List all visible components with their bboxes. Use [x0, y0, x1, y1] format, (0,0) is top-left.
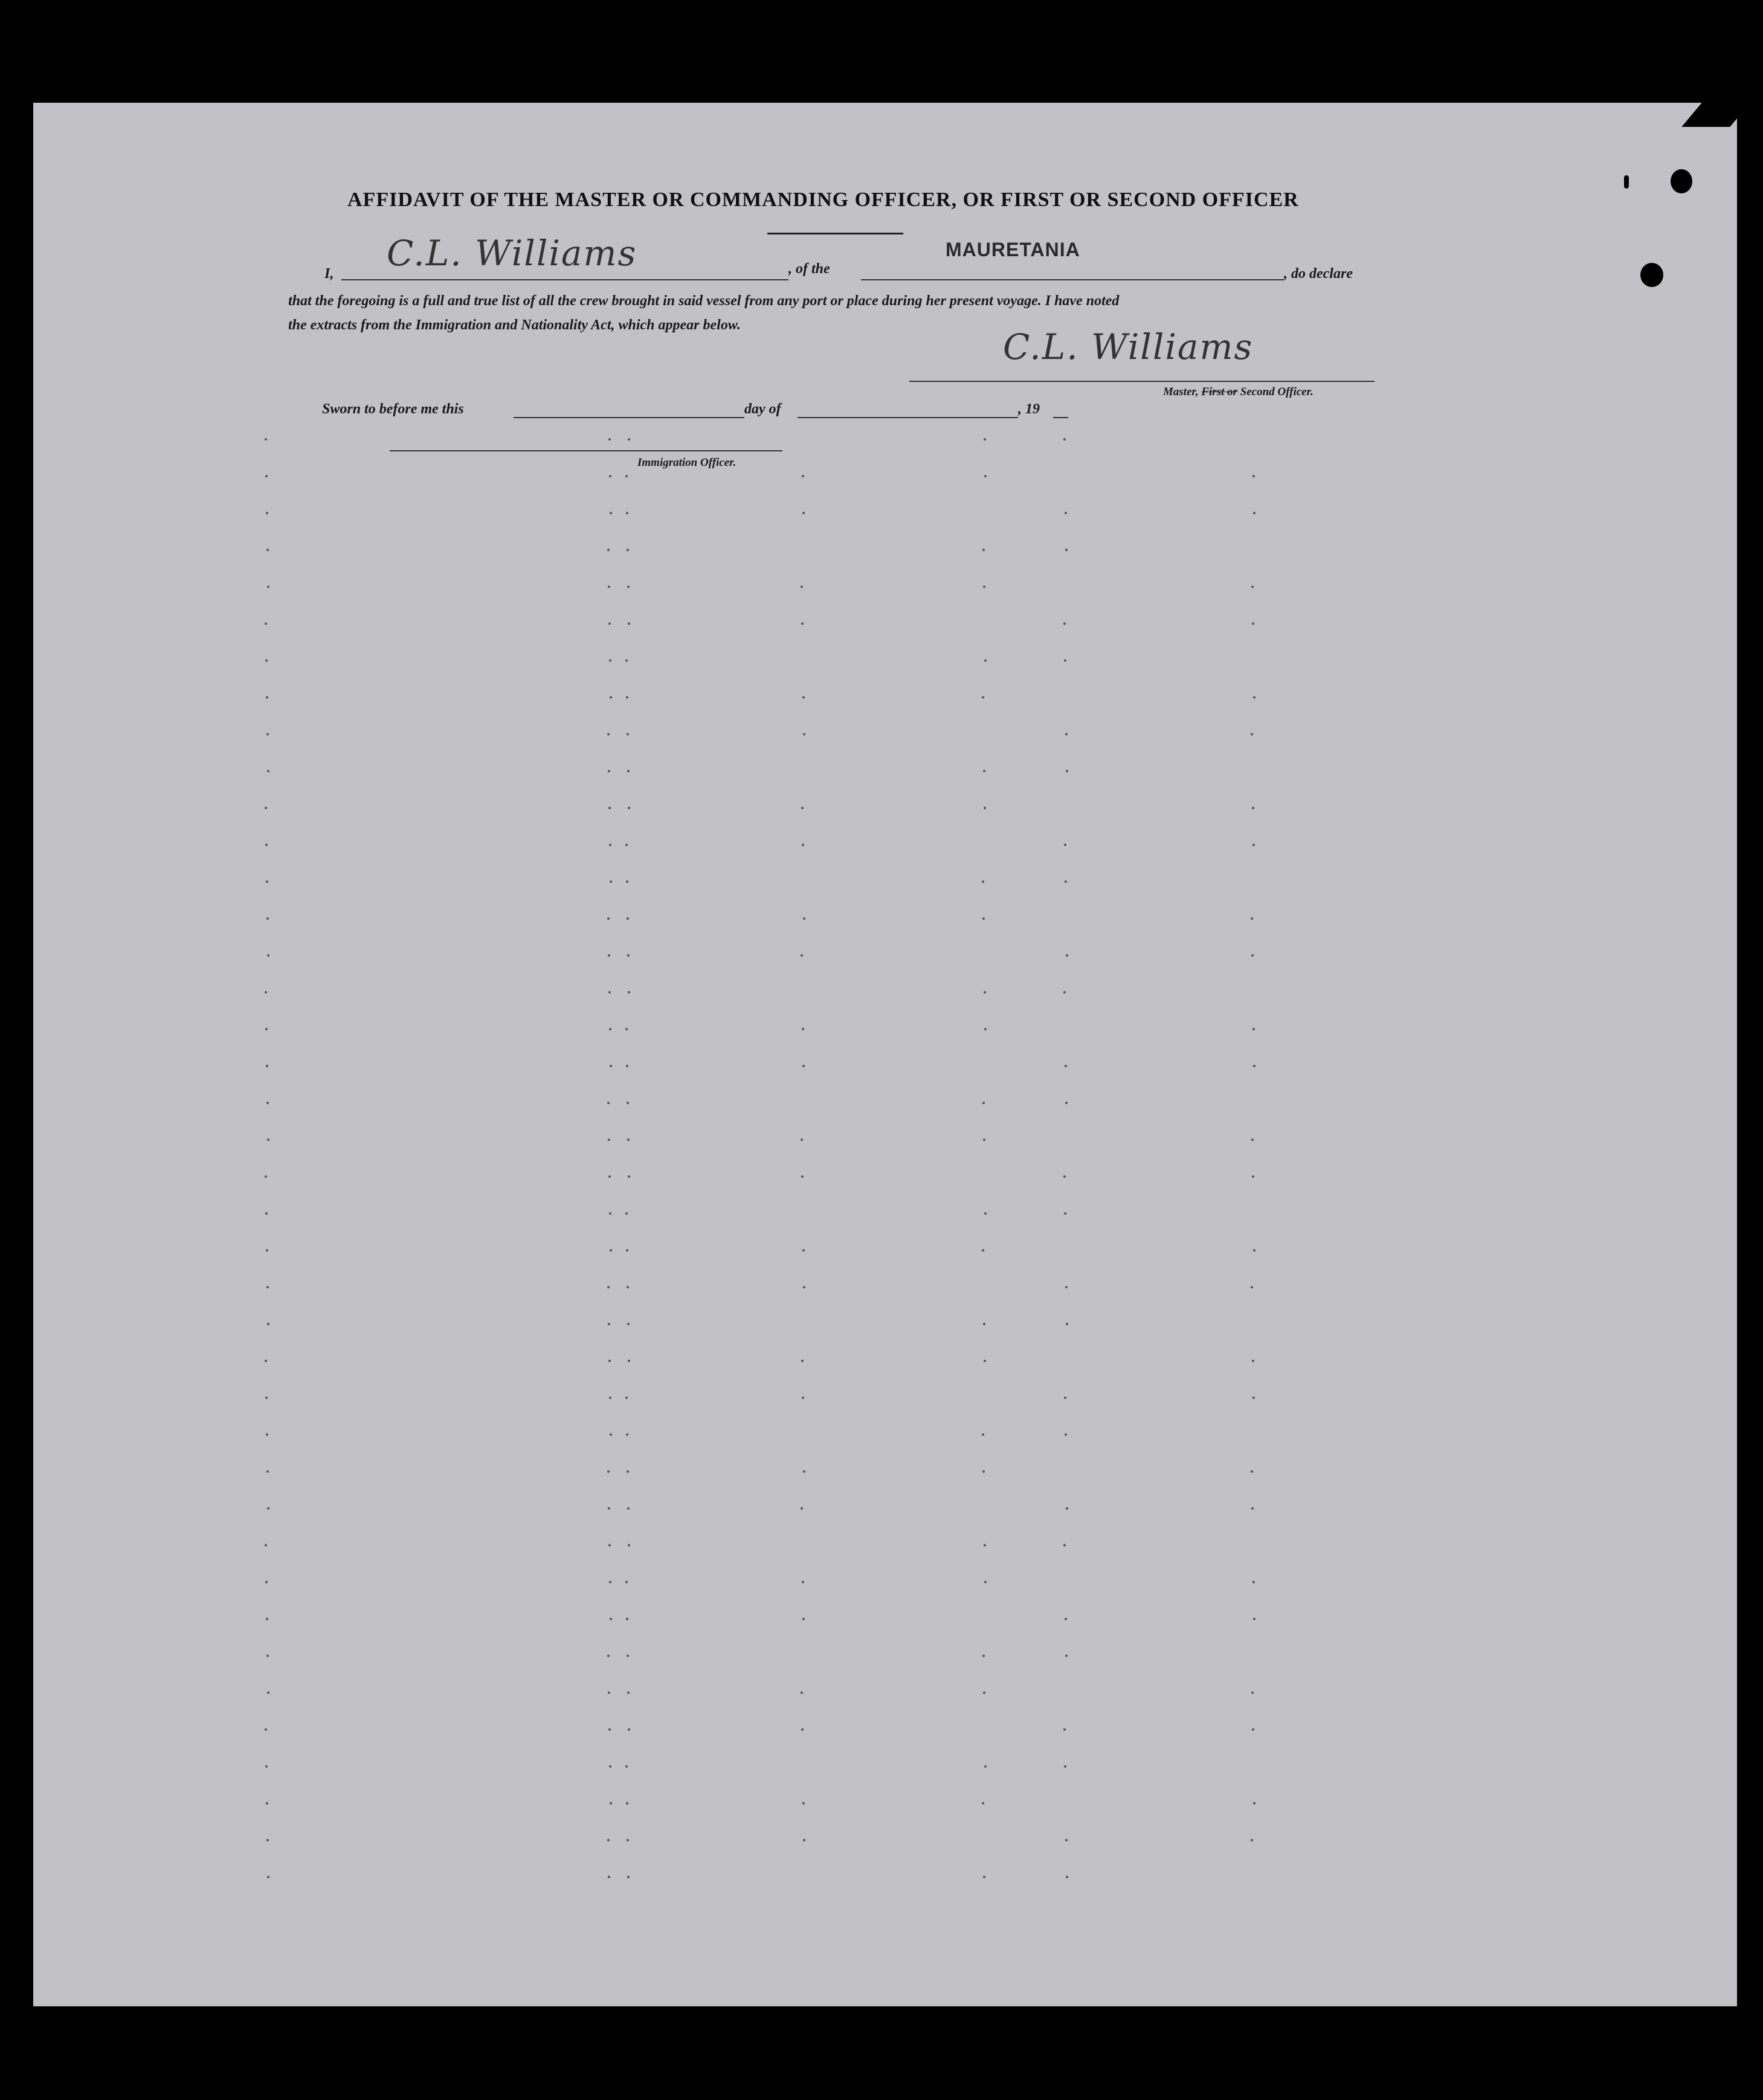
column-dot	[625, 1212, 628, 1215]
column-dot	[1066, 770, 1068, 772]
column-dot	[802, 1397, 804, 1399]
column-dot	[608, 1175, 611, 1178]
column-dot	[1253, 512, 1255, 514]
immigration-officer-blank	[390, 450, 782, 451]
column-dot	[1065, 1102, 1068, 1104]
column-dot	[267, 1507, 269, 1510]
column-dot	[610, 1065, 612, 1067]
column-dot	[610, 512, 612, 514]
column-dot	[984, 438, 986, 441]
column-dot	[1063, 991, 1066, 993]
column-dot	[610, 1249, 612, 1252]
column-dot	[984, 1544, 986, 1546]
column-dot	[609, 1765, 611, 1768]
column-dot	[1253, 1249, 1255, 1252]
column-dot	[1251, 1507, 1254, 1510]
column-dot	[1063, 1175, 1066, 1178]
column-dot	[627, 1286, 629, 1288]
column-dot	[265, 991, 267, 993]
column-dot	[266, 1433, 268, 1436]
column-dot	[982, 1655, 985, 1657]
column-dot	[982, 880, 984, 883]
immigration-officer-caption: Immigration Officer.	[637, 456, 736, 469]
column-dot	[1252, 622, 1254, 625]
column-dot	[982, 1249, 984, 1252]
column-dot	[608, 438, 611, 441]
column-dot	[608, 1544, 611, 1546]
master-name-blank	[341, 279, 788, 280]
column-dot	[628, 622, 630, 625]
column-dot	[608, 1876, 610, 1878]
column-dot	[607, 733, 610, 735]
column-dot	[608, 1139, 610, 1141]
column-dot	[1065, 1618, 1067, 1620]
column-dot	[1251, 1286, 1253, 1288]
column-dot	[628, 1360, 630, 1362]
column-dot	[625, 475, 628, 477]
column-dot	[627, 1323, 630, 1325]
column-dot	[627, 549, 629, 551]
column-dot	[1252, 1728, 1254, 1731]
column-dot	[609, 475, 611, 477]
column-dot	[1251, 1470, 1253, 1473]
column-dot	[1064, 844, 1066, 846]
column-dot	[802, 1028, 804, 1030]
column-dot	[265, 1212, 268, 1215]
column-dot	[626, 512, 628, 514]
column-dot	[607, 1839, 610, 1841]
column-dot	[627, 1470, 629, 1473]
column-dot	[609, 1028, 611, 1030]
line1-of-the: , of the	[788, 261, 830, 277]
column-dot	[625, 1581, 628, 1583]
column-dot	[802, 696, 805, 699]
column-dot	[803, 917, 805, 920]
column-dot	[1252, 1360, 1254, 1362]
sworn-day-of: day of	[744, 401, 781, 417]
column-dot	[1251, 586, 1254, 588]
column-dot	[625, 659, 628, 662]
column-dot	[627, 1102, 629, 1104]
column-dot	[628, 991, 630, 993]
column-dot	[628, 1728, 630, 1731]
affidavit-title: AFFIDAVIT OF THE MASTER OR COMMANDING OFFICER, OR FIRST OR SECOND OFFICER	[347, 189, 1299, 211]
column-dot	[1252, 1175, 1254, 1178]
column-dot	[608, 622, 611, 625]
column-dot	[982, 1470, 985, 1473]
column-dot	[266, 1065, 268, 1067]
column-dot	[608, 1728, 611, 1731]
column-dot	[984, 991, 986, 993]
column-dot	[608, 1507, 610, 1510]
column-dot	[1064, 659, 1066, 662]
column-dot	[267, 954, 269, 957]
column-dot	[801, 1507, 803, 1510]
column-dot	[1251, 954, 1254, 957]
column-dot	[266, 1470, 269, 1473]
column-dot	[801, 1691, 803, 1694]
column-dot	[801, 1360, 804, 1362]
signature-handwritten: C.L. Williams	[1003, 326, 1254, 367]
column-dot	[628, 807, 630, 809]
column-dot	[984, 1028, 987, 1030]
line1-i: I,	[324, 266, 334, 282]
column-dot	[610, 696, 612, 699]
column-dot	[625, 844, 628, 846]
column-dot	[610, 1433, 612, 1436]
column-dot	[608, 1691, 610, 1694]
column-dot	[627, 1691, 630, 1694]
column-dot	[267, 1323, 269, 1325]
column-dot	[627, 770, 630, 772]
column-dot	[626, 1433, 628, 1436]
column-dot	[982, 917, 985, 920]
sworn-date-blank	[514, 417, 744, 418]
column-dot	[627, 1139, 630, 1141]
column-dot	[627, 1655, 629, 1657]
column-dot	[983, 1323, 985, 1325]
title-underline	[767, 233, 903, 234]
affidavit-body-line2: the extracts from the Immigration and Nationality Act, which appear below.	[288, 317, 741, 333]
column-dot	[1064, 1397, 1066, 1399]
column-dot	[608, 991, 611, 993]
column-dot	[982, 696, 984, 699]
column-dot	[267, 770, 269, 772]
column-dot	[983, 770, 985, 772]
column-dot	[1063, 622, 1066, 625]
column-dot	[802, 1581, 804, 1583]
column-dot	[1252, 807, 1254, 809]
column-dot	[802, 512, 805, 514]
column-dot	[265, 1175, 267, 1178]
column-dot	[984, 1581, 987, 1583]
column-dot	[801, 807, 804, 809]
column-dot	[1066, 1876, 1068, 1878]
column-dot	[1063, 1544, 1066, 1546]
column-dot	[984, 1765, 987, 1768]
column-dot	[984, 807, 986, 809]
column-dot	[1251, 917, 1253, 920]
column-dot	[982, 1802, 984, 1804]
column-dot	[803, 733, 805, 735]
column-dot	[626, 1802, 628, 1804]
column-dot	[982, 1102, 985, 1104]
sworn-year-blank	[1053, 417, 1068, 418]
column-dot	[984, 659, 987, 662]
column-dot	[607, 1102, 610, 1104]
document-page	[33, 103, 1737, 2006]
column-dot	[266, 1102, 269, 1104]
column-dot	[265, 844, 268, 846]
column-dot	[803, 1470, 805, 1473]
column-dot	[1252, 475, 1255, 477]
column-dot	[608, 586, 610, 588]
column-dot	[609, 1581, 611, 1583]
column-dot	[1253, 1065, 1255, 1067]
column-dot	[625, 1765, 628, 1768]
column-dot	[610, 1802, 612, 1804]
column-dot	[607, 1655, 610, 1657]
column-dot	[628, 438, 630, 441]
vessel-stamp: MAURETANIA	[946, 239, 1080, 260]
column-dot	[627, 1507, 630, 1510]
column-dot	[1253, 1802, 1255, 1804]
line1-do-declare: , do declare	[1284, 266, 1353, 282]
sworn-prefix: Sworn to before me this	[322, 401, 464, 417]
punch-hole	[1624, 175, 1629, 189]
column-dot	[1063, 1728, 1066, 1731]
column-dot	[801, 1175, 804, 1178]
column-dot	[1066, 954, 1068, 957]
column-dot	[627, 586, 630, 588]
column-dot	[607, 1470, 610, 1473]
column-dot	[983, 1691, 985, 1694]
vessel-blank	[861, 279, 1284, 280]
column-dot	[801, 1139, 803, 1141]
column-dot	[1252, 1581, 1255, 1583]
column-dot	[627, 954, 630, 957]
column-dot	[627, 733, 629, 735]
column-dot	[802, 1249, 805, 1252]
column-dot	[802, 1065, 805, 1067]
column-dot	[265, 1028, 268, 1030]
column-dot	[265, 438, 267, 441]
column-dot	[1066, 1323, 1068, 1325]
column-dot	[267, 586, 269, 588]
column-dot	[608, 770, 610, 772]
signature-caption-suffix: Second Officer.	[1237, 386, 1313, 398]
column-dot	[1065, 1433, 1067, 1436]
column-dot	[1251, 733, 1253, 735]
column-dot	[609, 659, 611, 662]
column-dot	[607, 549, 610, 551]
column-dot	[265, 1581, 268, 1583]
column-dot	[607, 1286, 610, 1288]
column-dot	[266, 512, 268, 514]
column-dot	[628, 1175, 630, 1178]
column-dot	[1065, 1065, 1067, 1067]
column-dot	[266, 917, 269, 920]
column-dot	[610, 880, 612, 883]
column-dot	[266, 880, 268, 883]
column-dot	[626, 1249, 628, 1252]
column-dot	[801, 1728, 804, 1731]
column-dot	[266, 1655, 269, 1657]
column-dot	[607, 917, 610, 920]
sworn-year: , 19	[1018, 401, 1040, 417]
column-dot	[266, 1802, 268, 1804]
column-dot	[1065, 733, 1068, 735]
column-dot	[626, 696, 628, 699]
column-dot	[609, 1397, 611, 1399]
column-dot	[609, 1212, 611, 1215]
column-dot	[266, 1839, 269, 1841]
column-dot	[1064, 1765, 1066, 1768]
column-dot	[984, 1212, 987, 1215]
column-dot	[265, 1765, 268, 1768]
column-dot	[1253, 696, 1255, 699]
column-dot	[1251, 1139, 1254, 1141]
punch-hole	[1640, 263, 1663, 287]
column-dot	[1065, 1655, 1068, 1657]
column-dot	[1251, 1839, 1253, 1841]
column-dot	[267, 1691, 269, 1694]
column-dot	[626, 1618, 628, 1620]
signature-blank	[909, 381, 1375, 382]
column-dot	[267, 1876, 269, 1878]
column-dot	[1064, 1212, 1066, 1215]
column-dot	[265, 622, 267, 625]
column-dot	[608, 1360, 611, 1362]
column-dot	[267, 1139, 269, 1141]
column-dot	[266, 1249, 268, 1252]
column-dot	[1252, 1397, 1255, 1399]
column-dot	[1063, 438, 1066, 441]
column-dot	[1253, 1618, 1255, 1620]
column-dot	[627, 1876, 630, 1878]
column-dot	[266, 1618, 268, 1620]
signature-caption-prefix: Master,	[1163, 386, 1202, 398]
column-dot	[608, 1323, 610, 1325]
column-dot	[803, 1286, 805, 1288]
column-dot	[265, 1360, 267, 1362]
column-dot	[610, 1618, 612, 1620]
column-dot	[1065, 549, 1068, 551]
column-dot	[1065, 1286, 1068, 1288]
column-dot	[802, 844, 804, 846]
column-dot	[608, 807, 611, 809]
column-dot	[1065, 512, 1067, 514]
column-dot	[1252, 1028, 1255, 1030]
column-dot	[803, 1839, 805, 1841]
column-dot	[265, 1397, 268, 1399]
column-dot	[628, 1544, 630, 1546]
sworn-month-blank	[798, 417, 1018, 418]
column-dot	[1066, 1507, 1068, 1510]
column-dot	[627, 917, 629, 920]
column-dot	[983, 586, 985, 588]
column-dot	[1065, 1839, 1068, 1841]
column-dot	[265, 1544, 267, 1546]
column-dot	[626, 880, 628, 883]
column-dot	[626, 1065, 628, 1067]
column-dot	[266, 549, 269, 551]
column-dot	[982, 1433, 984, 1436]
column-dot	[609, 844, 611, 846]
column-dot	[802, 1802, 805, 1804]
column-dot	[608, 954, 610, 957]
column-dot	[802, 1618, 805, 1620]
column-dot	[265, 1728, 267, 1731]
affidavit-body-line1: that the foregoing is a full and true list of all the crew brought in said vessel from any port or place during her present voyage. I have noted	[288, 293, 1120, 309]
column-dot	[801, 586, 803, 588]
column-dot	[984, 1360, 986, 1362]
master-name-handwritten: C.L. Williams	[387, 233, 637, 274]
column-dot	[1065, 880, 1067, 883]
column-dot	[984, 475, 987, 477]
column-dot	[982, 549, 985, 551]
column-dot	[266, 733, 269, 735]
column-dot	[1252, 844, 1255, 846]
column-dot	[801, 954, 803, 957]
column-dot	[983, 1139, 985, 1141]
column-dot	[265, 475, 268, 477]
column-dot	[266, 1286, 269, 1288]
column-dot	[265, 807, 267, 809]
column-dot	[983, 1876, 985, 1878]
column-dot	[265, 659, 268, 662]
column-dot	[1251, 1691, 1254, 1694]
punch-hole	[1671, 169, 1692, 193]
column-dot	[627, 1839, 629, 1841]
column-dot	[625, 1397, 628, 1399]
column-dot	[625, 1028, 628, 1030]
column-dot	[802, 475, 804, 477]
column-dot	[801, 622, 804, 625]
signature-caption-struck: First or	[1201, 386, 1238, 398]
column-dot	[266, 696, 268, 699]
signature-caption	[1163, 386, 1313, 399]
